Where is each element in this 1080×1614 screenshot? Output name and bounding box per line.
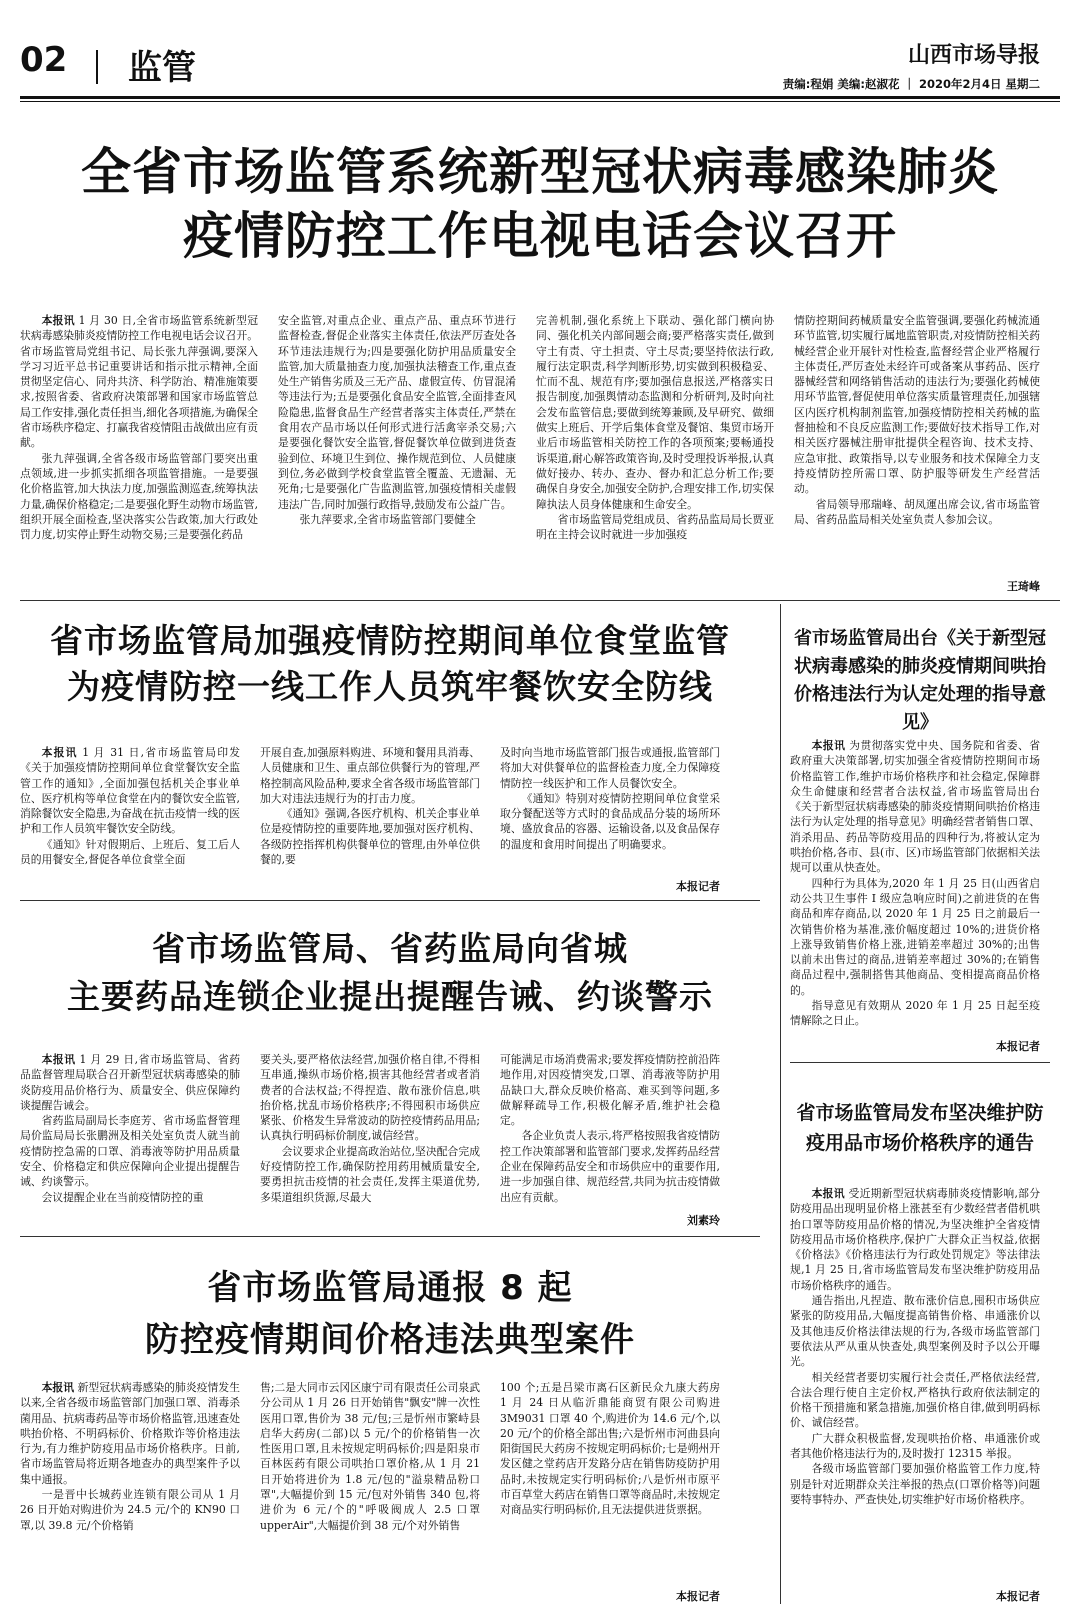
article1-text: 完善机制,强化系统上下联动、强化部门横向协同、强化机关内部间题会商;要严格落实责任,做到守土有责、守土担责、守土尽责;要坚持依法行政,履行法定职责,科学判断形势,切实做到积极稳妥、忙而不乱、规范有序;要加强信息报送,严格落实日报告制度,加强舆情动态监测和分析研判,及时向社会发布监管信息;要做到统筹兼顾,及早研究、做细做实上班后、开学后集体食堂及餐馆、集贸市场开业后市场监管相关防控工作的各项预案;要畅通投诉渠道,耐心解答政策咨询,及时受理投诉举报,认真做好接办、转办、查办、督办和汇总分析工作;要确保自身安全,加强安全防护,合理安排工作,切实保障执法人员身体健康和生命安全。 bbox=[536, 314, 774, 511]
article4-text: 100 个;五是吕梁市离石区新民众九康大药房 1 月 24 日从临沂鼎能商贸有限公司购进 3M9031 口罩 40 个,购进价为 14.6 元/个,以 20 元/个的价格全部出售;六是忻州市河曲县向阳街国民大药房不按规定明码标价;七是朔州开发区健之堂药店开发路分店在销售防疫防护用品时,未按规定实行明码标价;八是忻州市原平市百草堂大药店在销售口罩等商品时,未按规定对商品实行明码标价,且无法提供进货票据。 bbox=[500, 1381, 720, 1517]
article3-col3 bbox=[500, 1052, 720, 1217]
page-number: 02 bbox=[20, 40, 68, 80]
article3-col2 bbox=[260, 1052, 480, 1227]
lead-label: 本报讯 bbox=[41, 746, 78, 759]
article4-text: 新型冠状病毒感染的肺炎疫情发生以来,全省各级市场监管部门加强口罩、消毒杀菌用品、抗病毒药品等市场价格监管,迅速查处哄抬价格、不明码标价、价格欺诈等价格违法行为,有力维护防疫用品市场价格秩序。日前,省市场监管局将近期各地查办的典型案件予以集中通报。 bbox=[20, 1381, 240, 1486]
article3-text: 会议提醒企业在当前疫情防控的重 bbox=[41, 1190, 204, 1204]
sidebar2-body bbox=[790, 1186, 1040, 1586]
article1-text: 张九萍强调,全省各级市场监管部门要突出重点领域,进一步抓实抓细各项监管措施。一是要强化价格监管,加大执法力度,加强监测巡查,统筹执法力量,确保价格稳定;二是要强化野生动物市场监管,组织开展全面检查,坚决落实公告政策,加大行政处罚力度,切实停止野生动物交易;三是要强化药品 bbox=[20, 451, 258, 542]
article3-text: 省药监局副局长李庭芳、省市场监督管理局价监局局长张鹏洲及相关处室负责人就当前疫情防控急需的口罩、消毒液等防护用品质量安全、价格稳定和供应保障向企业提出提醒告诫、约谈警示。 bbox=[20, 1114, 240, 1189]
header-divider bbox=[96, 50, 98, 84]
article2-text: 《通知》针对假期后、上班后、复工后人员的用餐安全,督促各单位食堂全面 bbox=[20, 837, 240, 867]
article2-title-line2: 为疫情防控一线工作人员筑牢餐饮安全防线 bbox=[67, 667, 713, 706]
lead-label: 本报讯 bbox=[811, 1187, 845, 1200]
article2-byline: 本报记者 bbox=[676, 880, 720, 893]
article4-col3 bbox=[500, 1380, 720, 1585]
article2-title-line1: 省市场监管局加强疫情防控期间单位食堂监管 bbox=[50, 621, 730, 660]
article2-headline bbox=[20, 618, 760, 710]
article3-text: 1 月 29 日,省市场监管局、省药品监督管理局联合召开新型冠状病毒感染的肺炎防疫用品价格行为、质量安全、供应保障约谈提醒告诫会。 bbox=[20, 1053, 240, 1112]
article4-text: 售;二是大同市云冈区康宁司有限责任公司泉武分公司从 1 月 26 日开始销售"飘安"牌一次性医用口罩,售价为 38 元/包;三是忻州市繁峙县启华大药房(二部)以 5 元/个的价格销售一次性医用口罩,且未按规定明码标价;四是阳泉市百林医药有限公司哄抬口罩价格,从 1 月 21 日开始将进价为 1.8 元/包的"溢泉精品粉口罩",大幅提价到 15 元/包对外销售 340 包,将进价为 6 元/个的"呼吸阀成人 2.5 口罩 upperAir",大幅提价到 38 元/个对外销售 bbox=[260, 1381, 480, 1532]
article1-text: 1 月 30 日,全省市场监管系统新型冠状病毒感染肺炎疫情防控工作电视电话会议召开。省市场监管局党组书记、局长张九萍强调,要深入学习习近平总书记重要讲话和指示批示精神,全面贯彻坚定信心、同舟共济、科学防治、精准施策要求,按照省委、省政府决策部署和国家市场监管总局工作安排,强化责任担当,细化各项措施,为确保全省市场秩序稳定、打赢我省疫情阻击战做出应有贡献。 bbox=[20, 314, 258, 450]
article1-title-line2: 疫情防控工作电视电话会议召开 bbox=[183, 207, 897, 265]
sidebar1-text: 四种行为具体为,2020 年 1 月 25 日(山西省启动公共卫生事件 I 级应急响应时间)之前进货的在售商品和库存商品,以 2020 年 1 月 25 日之前最后一次销售价格为基准,涨价幅度超过 10%的;进货价格上涨导致销售价格上涨,进销差率超过 30%的;出售以前未出售过的商品,进销差率超过 30%的;在销售商品过程中,强制搭售其他商品、变相提高商品价格的。 bbox=[790, 876, 1040, 997]
header-rule-thin bbox=[20, 101, 1060, 102]
article2-col2 bbox=[260, 745, 480, 885]
article1-col4 bbox=[794, 313, 1040, 578]
sidebar2-text: 受近期新型冠状病毒肺炎疫情影响,部分防疫用品出现明显价格上涨甚至有少数经营者借机哄抬口罩等防疫用品价格的情况,为坚决维护全省疫情防疫用品市场价格秩序,保护广大群众正当权益,依据《价格法》《价格违法行为行政处罚规定》等法律法规,1 月 25 日,省市场监管局发布坚决维护防疫用品市场价格秩序的通告。 bbox=[790, 1187, 1040, 1292]
header-rule bbox=[20, 96, 1060, 99]
sidebar1-body bbox=[790, 738, 1040, 1038]
article3-text: 会议要求企业提高政治站位,坚决配合完成好疫情防控工作,确保防控用药用械质量安全,要勇担抗击疫情的社会责任,发挥主渠道优势,多渠道组织货源,尽最大 bbox=[260, 1144, 480, 1204]
lead-label: 本报讯 bbox=[41, 1053, 76, 1066]
article1-col2 bbox=[278, 313, 516, 578]
article2-text: 《通知》特别对疫情防控期间单位食堂采取分餐配送等方式时的食品成品分装的场所环境、盛放食品的容器、运输设备,以及食品保存的温度和食用时间提出了明确要求。 bbox=[500, 791, 720, 851]
sidebar2-text: 广大群众积极监督,发现哄抬价格、串通涨价或者其他价格违法行为的,及时拨打 12315 举报。 bbox=[790, 1431, 1040, 1461]
article3-text: 要关头,要严格依法经营,加强价格自律,不得相互串通,操纵市场价格,损害其他经营者或者消费者的合法权益;不得捏造、散布涨价信息,哄抬价格,扰乱市场价格秩序;不得囤积市场供应紧张、价格发生异常波动的防控疫情药品用品;认真执行明码标价制度,诚信经营。 bbox=[260, 1053, 480, 1143]
article1-title-line1: 全省市场监管系统新型冠状病毒感染肺炎 bbox=[81, 143, 999, 201]
article3-title-line2: 主要药品连锁企业提出提醒告诫、约谈警示 bbox=[67, 977, 713, 1016]
article3-text: 各企业负责人表示,将严格按照我省疫情防控工作决策部署和监管部门要求,发挥药品经营企业在保障药品安全和市场供应中的重要作用,进一步加强自律、规范经营,共同为抗击疫情做出应有贡献。 bbox=[500, 1129, 720, 1204]
article3-headline bbox=[20, 925, 760, 1021]
article4-text: 一是晋中长城药业连锁有限公司从 1 月 26 日开始对购进价为 24.5 元/个的 KN90 口罩,以 39.8 元/个价格销 bbox=[20, 1488, 240, 1532]
article3-text: 可能满足市场消费需求;要发挥疫情防控前沿阵地作用,对因疫情突发,口罩、消毒液等防护用品缺口大,群众反映价格高、难买到等问题,多做解释疏导工作,积极化解矛盾,维护社会稳定。 bbox=[500, 1053, 720, 1128]
sidebar1-byline: 本报记者 bbox=[996, 1040, 1040, 1053]
issue-meta: 责编:程娟 美编:赵淑花 ｜ 2020年2月4日 星期二 bbox=[782, 77, 1040, 91]
article1-headline bbox=[20, 140, 1060, 268]
article2-text: 及时向当地市场监管部门报告或通报,监管部门将加大对供餐单位的监督检查力度,全力保障疫情防控一线医护和工作人员餐饮安全。 bbox=[500, 746, 720, 790]
sidebar2-text: 通告指出,凡捏造、散布涨价信息,囤积市场供应紧张的防疫用品,大幅度提高销售价格、串通涨价以及其他违反价格法律法规的行为,各级市场监管部门要依法从严从重从快查处,典型案例及时予以公开曝光。 bbox=[790, 1294, 1040, 1369]
article1-text: 省局领导邢瑞峰、胡凤運出席会议,省市场监管局、省药品监局相关处室负责人参加会议。 bbox=[794, 497, 1040, 526]
lead-label: 本报讯 bbox=[811, 739, 846, 752]
article2-text: 开展自查,加强原料购进、环境和餐用具消毒、人员健康和卫生、重点部位供餐行为的管理,严格控制高风险品种,要求全省各级市场监管部门加大对违法违规行为的打击力度。 bbox=[260, 746, 480, 805]
article4-byline: 本报记者 bbox=[676, 1590, 720, 1603]
article1-text: 情防控期间药械质量安全监管强调,要强化药械流通环节监管,切实履行属地监管职责,对疫情防控相关药械经营企业开展针对性检查,监督经营企业严格履行主体责任,严厉查处未经许可或备案从事药品、医疗器械经营和网络销售活动的违法行为;要强化药械使用环节监管,督促使用单位落实质量管理责任,加强辖区内医疗机构制剂监管,加强疫情防控相关药械的监督抽检和不良反应监测工作;要做好技术指导工作,对相关医疗器械注册审批提供全程咨询、技术支持、应急审批、政策指导,以专业服务和技术保障全力支持疫情防控所需口罩、防护服等研发生产经营活动。 bbox=[794, 314, 1040, 496]
article4-title-line1: 省市场监管局通报 8 起 bbox=[207, 1268, 573, 1308]
lead-label: 本报讯 bbox=[41, 1381, 75, 1394]
lead-label: 本报讯 bbox=[41, 314, 75, 327]
article1-text: 张九萍要求,全省市场监管部门要健全 bbox=[299, 512, 476, 526]
section-divider bbox=[20, 600, 1060, 601]
newspaper-name: 山西市场导报 bbox=[907, 43, 1040, 68]
article4-headline bbox=[20, 1262, 760, 1366]
article1-text: 省市场监管局党组成员、省药品监局局长贾亚明在主持会议时就进一步加强疫 bbox=[536, 512, 774, 542]
article3-col1 bbox=[20, 1052, 240, 1227]
sidebar2-byline: 本报记者 bbox=[996, 1590, 1040, 1603]
section-divider bbox=[20, 1236, 760, 1237]
article3-title-line1: 省市场监管局、省药监局向省城 bbox=[152, 929, 628, 968]
article2-col3 bbox=[500, 745, 720, 885]
sidebar1-text: 为贯彻落实党中央、国务院和省委、省政府重大决策部署,切实加强全省疫情防控期间市场价格监管工作,维护市场价格秩序和社会稳定,保障群众生命健康和经营者合法权益,省市场监管局出台《关于新型冠状病毒感染的肺炎疫情期间哄抬价格违法行为认定处理的指导意见》明确经营者销售口罩、消杀用品、药品等防疫用品的四种行为,将被认定为哄抬价格,各市、县(市、区)市场监管部门依据相关法规可以重从快查处。 bbox=[790, 739, 1040, 875]
article3-byline: 刘素玲 bbox=[687, 1214, 720, 1227]
sidebar1-text: 指导意见有效期从 2020 年 1 月 25 日起至疫情解除之日止。 bbox=[790, 999, 1040, 1028]
article2-text: 1 月 31 日,省市场监管局印发《关于加强疫情防控期间单位食堂餐饮安全监管工作的通知》,全面加强包括机关企事业单位、医疗机构等单位食堂在内的餐饮安全监管,消除餐饮安全隐患,为奋战在抗击疫情一线的医护和工作人员筑牢餐饮安全防线。 bbox=[20, 746, 240, 836]
article1-col1 bbox=[20, 313, 258, 578]
article1-col3 bbox=[536, 313, 774, 578]
section-name: 监管 bbox=[128, 48, 196, 88]
column-divider bbox=[780, 604, 781, 1604]
article2-col1 bbox=[20, 745, 240, 885]
article4-col1 bbox=[20, 1380, 240, 1604]
article4-title-line2: 防控疫情期间价格违法典型案件 bbox=[145, 1320, 635, 1360]
article4-col2 bbox=[260, 1380, 480, 1604]
article1-text: 安全监管,对重点企业、重点产品、重点环节进行监督检查,督促企业落实主体责任,依法严厉查处各环节违法违规行为;四是要强化防护用品质量安全监管,加大质量抽查力度,加强执法稽查工作,重点查处生产销售劣质及三无产品、虚假宣传、仿冒混淆等违法行为;五是要强化食品安全监管,全面排查风险隐患,监督食品生产经营者落实主体责任,严禁在食用农产品市场以任何形式进行活禽宰杀交易;六是要强化餐饮安全监管,督促餐饮单位做到进货查验到位、环境卫生到位、操作规范到位、人员健康到位,务必做到学校食堂监管全覆盖、无遗漏、无死角;七是要强化广告监测监管,加强疫情相关虚假违法广告,同时加强行政指导,鼓励发布公益广告。 bbox=[278, 314, 516, 511]
article2-text: 《通知》强调,各医疗机构、机关企事业单位是疫情防控的重要阵地,要加强对医疗机构、各级防控指挥机构供餐单位的管理,由外单位供餐的,要 bbox=[260, 807, 480, 867]
article1-byline: 王琦峰 bbox=[1007, 580, 1040, 593]
sidebar2-text: 相关经营者要切实履行社会责任,严格依法经营,合法合理行使自主定价权,严格执行政府依法制定的价格干预措施和紧急措施,加强价格自律,做到明码标价、诚信经营。 bbox=[790, 1370, 1040, 1430]
section-divider bbox=[790, 1062, 1050, 1063]
sidebar1-headline: 省市场监管局出台《关于新型冠状病毒感染的肺炎疫情期间哄抬价格违法行为认定处理的指导意见》 bbox=[794, 628, 1046, 733]
section-divider bbox=[20, 900, 760, 901]
sidebar2-text: 各级市场监管部门要加强价格监管工作力度,特别是针对近期群众关注举报的热点(口罩价格等)问题要特事特办、严查快处,切实维护好市场价格秩序。 bbox=[790, 1462, 1040, 1506]
sidebar2-headline: 省市场监管局发布坚决维护防疫用品市场价格秩序的通告 bbox=[796, 1102, 1044, 1154]
